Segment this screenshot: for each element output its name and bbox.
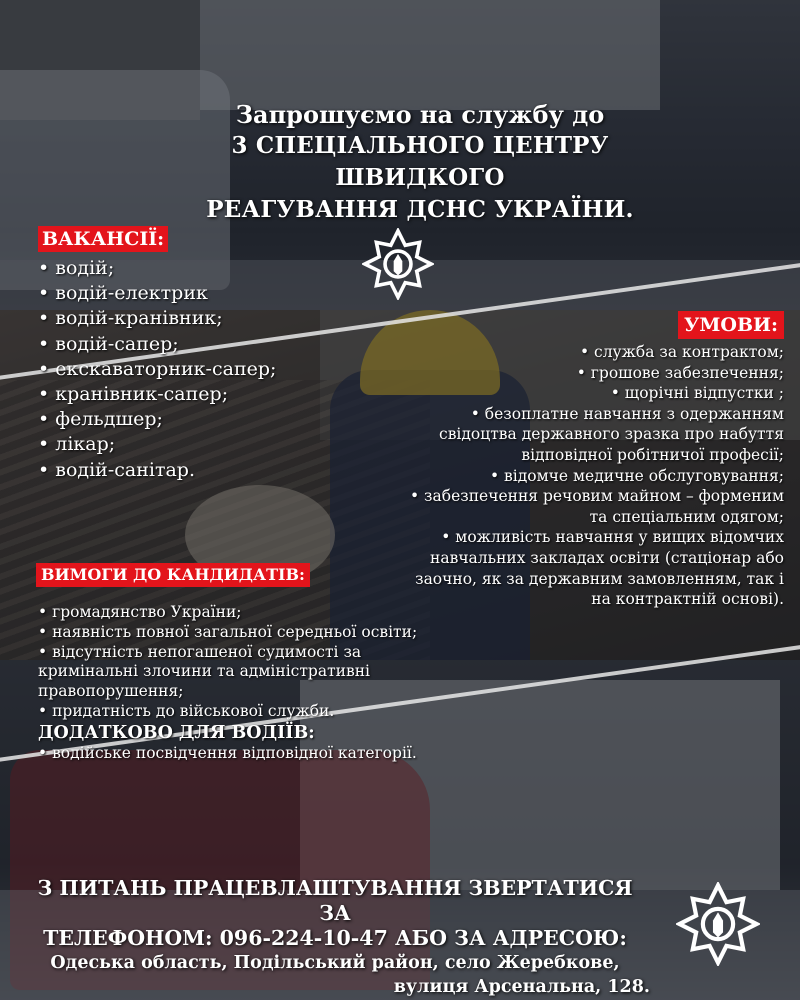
contact-phone-line: ТЕЛЕФОНОМ: 096-224-10-47 АБО ЗА АДРЕСОЮ:	[43, 926, 627, 950]
list-item: • відомче медичне обслуговування;	[489, 466, 784, 485]
vacancies-section	[38, 226, 276, 483]
list-item: • щорічні відпустки ;	[610, 384, 784, 403]
conditions-section	[404, 311, 784, 610]
vacancies-heading: ВАКАНСІЇ:	[38, 226, 168, 252]
contact-section	[20, 876, 650, 999]
title-line: 3 СПЕЦІАЛЬНОГО ЦЕНТРУ ШВИДКОГО	[231, 132, 609, 191]
list-item: • водій;	[38, 257, 115, 279]
dsns-emblem-icon	[676, 882, 760, 966]
list-item: • водій-санітар.	[38, 458, 195, 481]
list-item: • придатність до військової служби.	[38, 701, 335, 720]
list-item: • водій-електрик	[38, 282, 208, 305]
list-item: • наявність повної загальної середньої освіти;	[38, 622, 418, 641]
requirements-heading: ВИМОГИ ДО КАНДИДАТІВ:	[36, 563, 310, 587]
list-item: • водій-кранівник;	[38, 307, 223, 330]
drivers-heading: ДОДАТКОВО ДЛЯ ВОДІЇВ:	[38, 722, 315, 743]
vacancies-list	[38, 256, 276, 483]
requirements-section	[36, 563, 436, 764]
list-item: • громадянство України;	[38, 603, 242, 621]
contact-address-line: вулиця Арсенальна, 128.	[393, 977, 650, 997]
list-item: • забезпечення речовим майном – форменим та спеціальним одягом;	[409, 487, 784, 526]
poster-title	[150, 100, 690, 226]
contact-line: З ПИТАНЬ ПРАЦЕВЛАШТУВАННЯ ЗВЕРТАТИСЯ ЗА	[37, 876, 633, 925]
list-item: • екскаваторник-сапер;	[38, 357, 277, 380]
title-line: Запрошуємо на службу до	[235, 100, 605, 129]
dsns-emblem-icon	[362, 228, 434, 300]
contact-address-line: Одеська область, Подільський район, село Жеребкове,	[50, 953, 620, 973]
list-item: • водій-сапер;	[38, 332, 179, 355]
title-line: РЕАГУВАННЯ ДСНС УКРАЇНИ.	[206, 196, 634, 223]
list-item: • безоплатне навчання з одержанням свідоцтва державного зразка про набуття відповідної робітничої професії;	[439, 404, 784, 464]
list-item: • грошове забезпечення;	[576, 363, 784, 382]
list-item: • фельдшер;	[38, 408, 163, 431]
list-item: • кранівник-сапер;	[38, 383, 229, 406]
requirements-list	[38, 603, 436, 722]
list-item: • можливість навчання у вищих відомчих навчальних закладах освіти (стаціонар або заочно, як за державним замовленням, так і на контрактній основі).	[415, 528, 784, 609]
list-item: • лікар;	[38, 433, 116, 456]
list-item: • служба за контрактом;	[579, 343, 784, 361]
conditions-list	[404, 342, 784, 610]
conditions-heading: УМОВИ:	[678, 311, 784, 339]
list-item: • відсутність непогашеної судимості за кримінальні злочини та адміністративні правопорушення;	[38, 642, 370, 701]
drivers-list	[38, 744, 436, 764]
list-item: • водійське посвідчення відповідної категорії.	[38, 743, 417, 762]
